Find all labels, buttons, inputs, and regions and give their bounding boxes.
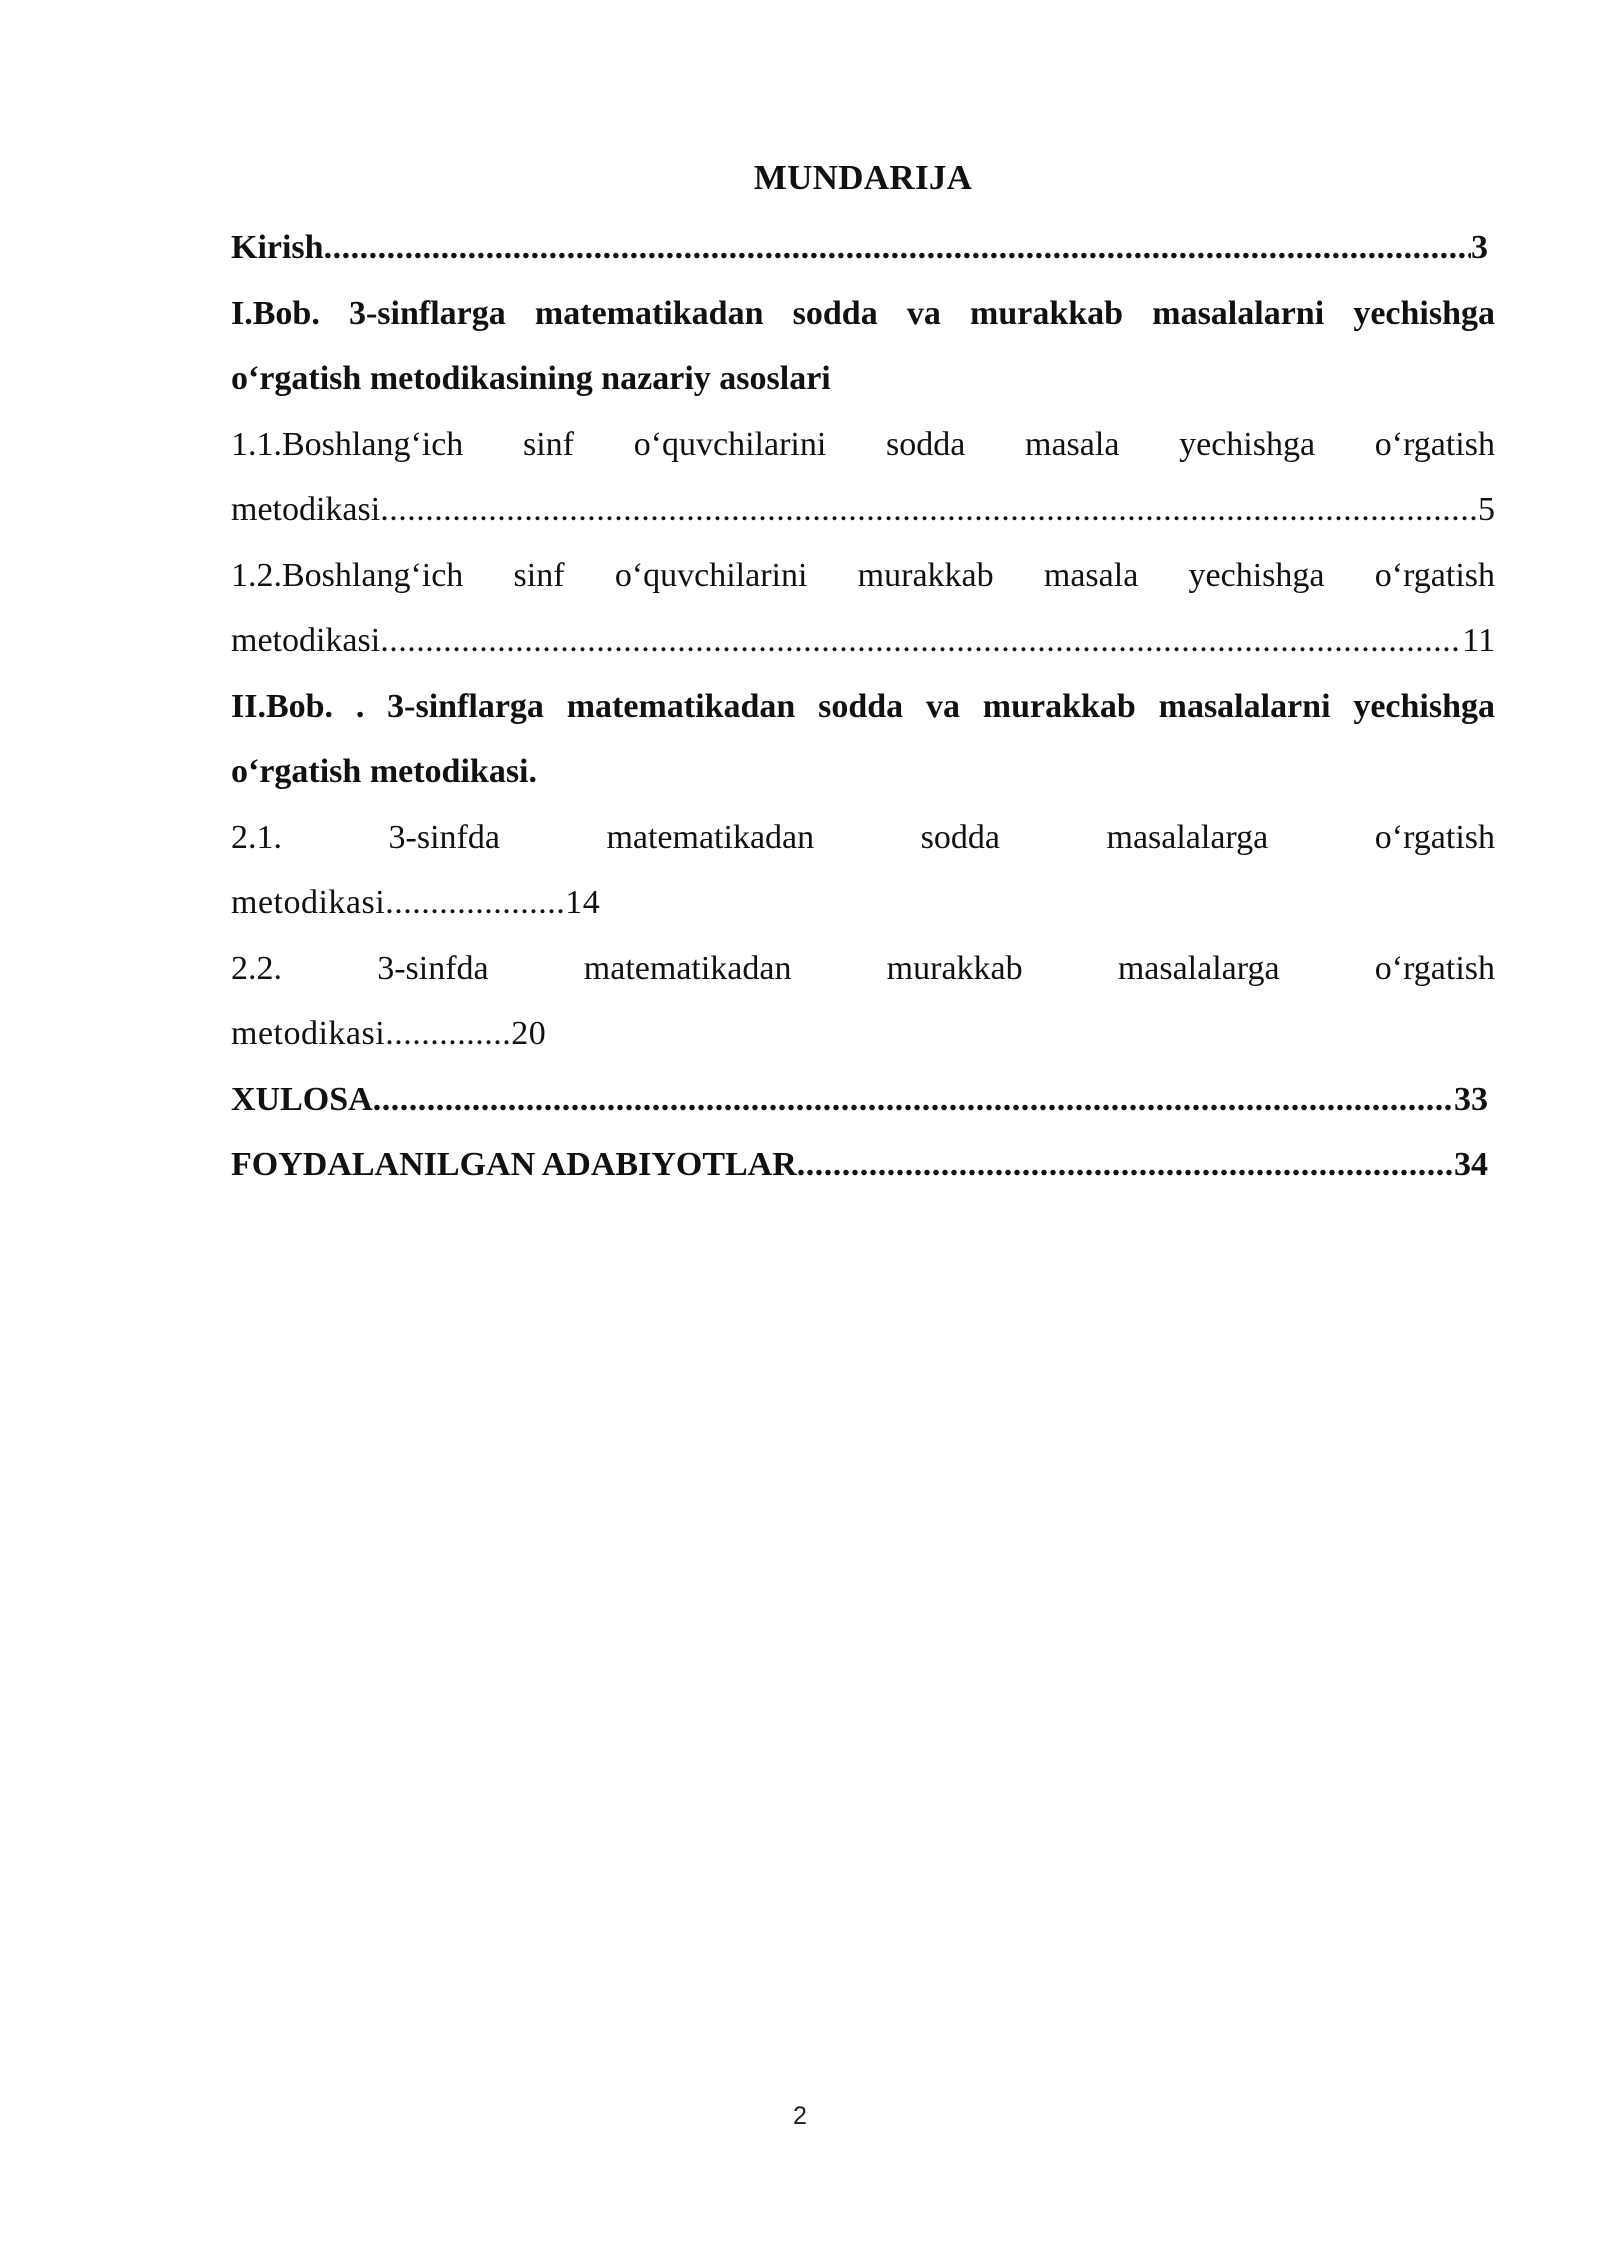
- toc-entry-adabiyotlar[interactable]: [231, 1132, 1488, 1198]
- toc-entry-label: metodikasi: [231, 491, 381, 528]
- toc-chapter-1-line-1[interactable]: I.Bob. 3-sinflarga matematikadan sodda va murakkab masalalarni yechishga: [231, 294, 1495, 332]
- toc-leader-dots: [797, 1132, 1454, 1198]
- toc-section-2-2-line-1[interactable]: 2.2. 3-sinfda matematikadan murakkab masalalarga o‘rgatish: [231, 949, 1495, 987]
- toc-section-1-1-line-1[interactable]: 1.1.Boshlang‘ich sinf o‘quvchilarini sodda masala yechishga o‘rgatish: [231, 425, 1495, 463]
- toc-chapter-1-line-2[interactable]: o‘rgatish metodikasining nazariy asoslari: [231, 360, 831, 397]
- toc-section-1-1-line-2[interactable]: [231, 477, 1495, 543]
- toc-section-2-1-line-2[interactable]: metodikasi....................14: [231, 884, 601, 921]
- toc-entry-page: 5: [1478, 491, 1495, 528]
- toc-leader-dots: [380, 608, 1462, 674]
- toc-entry-page: 33: [1454, 1080, 1488, 1118]
- toc-section-2-1-line-1[interactable]: 2.1. 3-sinfda matematikadan sodda masalalarga o‘rgatish: [231, 818, 1495, 856]
- toc-section-1-2-line-2[interactable]: [231, 608, 1495, 674]
- toc-chapter-2-line-1[interactable]: II.Bob. . 3-sinflarga matematikadan sodda va murakkab masalalarni yechishga: [231, 687, 1495, 725]
- toc-section-1-2-line-1[interactable]: 1.2.Boshlang‘ich sinf o‘quvchilarini murakkab masala yechishga o‘rgatish: [231, 556, 1495, 594]
- page-title: MUNDARIJA: [753, 158, 973, 197]
- toc-entry-xulosa[interactable]: [231, 1067, 1488, 1133]
- table-of-contents: [231, 150, 1495, 1198]
- toc-entry-page: 3: [1471, 229, 1488, 266]
- toc-chapter-2-line-2[interactable]: o‘rgatish metodikasi.: [231, 753, 537, 790]
- toc-leader-dots: [373, 1067, 1454, 1133]
- toc-leader-dots: [380, 477, 1478, 543]
- toc-entry-page: 11: [1462, 622, 1495, 659]
- toc-entry-kirish[interactable]: [231, 215, 1488, 281]
- page-number: 2: [793, 2102, 807, 2130]
- toc-section-2-2-line-2[interactable]: metodikasi..............20: [231, 1015, 547, 1052]
- toc-entry-page: 34: [1454, 1146, 1488, 1183]
- toc-leader-dots: [324, 215, 1471, 281]
- toc-entry-label: Kirish: [231, 229, 324, 266]
- toc-entry-label: XULOSA: [231, 1080, 373, 1118]
- toc-entry-label: FOYDALANILGAN ADABIYOTLAR: [231, 1146, 797, 1183]
- toc-entry-label: metodikasi: [231, 622, 381, 659]
